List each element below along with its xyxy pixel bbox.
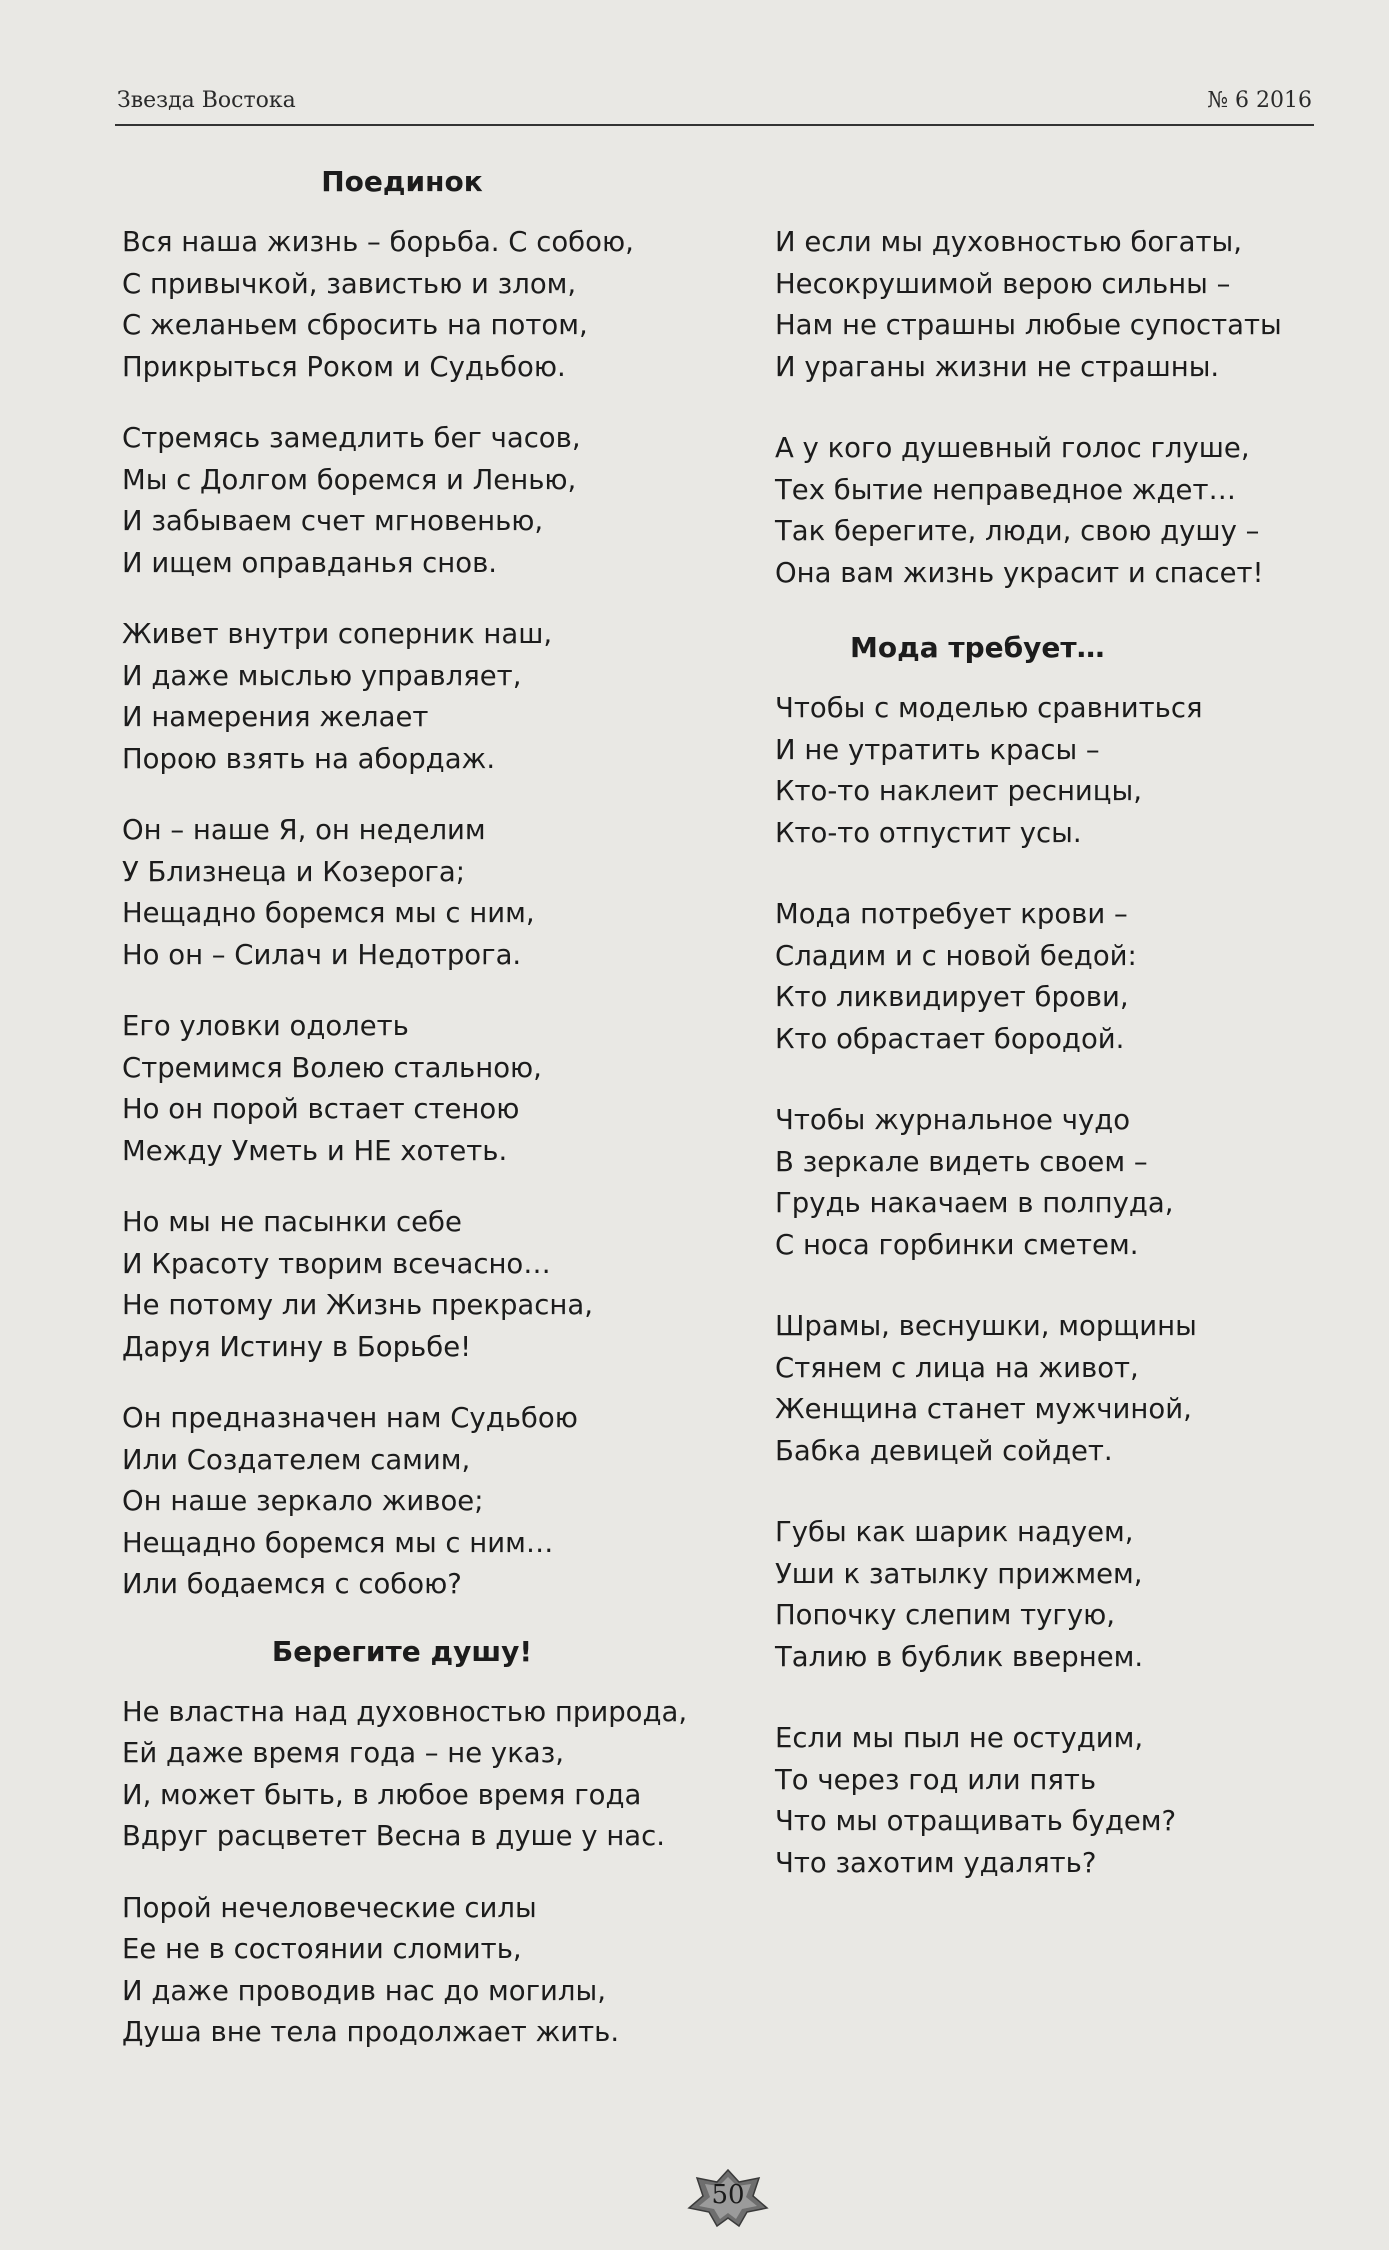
verse-line: Не властна над духовностью природа, (122, 1695, 688, 1728)
verse-line: С носа горбинки сметем. (775, 1228, 1139, 1261)
verse-line: Он наше зеркало живое; (122, 1485, 484, 1517)
verse-line: У Близнеца и Козерога; (122, 855, 465, 888)
verse-line: Он – наше Я, он неделим (122, 814, 486, 846)
page-number: 50 (711, 2180, 745, 2210)
stanza (122, 1202, 722, 1368)
stanza (775, 1512, 1335, 1678)
verse-line: То через год или пять (775, 1763, 1097, 1796)
verse-line: И даже проводив нас до могилы, (122, 1974, 606, 2007)
stanza (775, 1718, 1335, 1884)
verse-line: Нам не страшны любые супостаты (775, 309, 1282, 341)
verse-line: С желаньем сбросить на потом, (122, 309, 588, 341)
verse-line: Талию в бублик ввернем. (775, 1640, 1144, 1673)
stanza (775, 1306, 1335, 1472)
verse-line: Грудь накачаем в полпуда, (775, 1187, 1174, 1219)
verse-line: Нещадно боремся мы с ним, (122, 897, 535, 929)
verse-line: Несокрушимой верою сильны – (775, 267, 1231, 300)
verse-line: Но он – Силач и Недотрога. (122, 938, 522, 971)
stanza (122, 1398, 722, 1606)
verse-line: Так берегите, люди, свою душу – (775, 515, 1260, 547)
verse-line: Губы как шарик надуем, (775, 1516, 1134, 1548)
verse-line: Нещадно боремся мы с ним… (122, 1526, 554, 1559)
verse-line: Шрамы, веснушки, морщины (775, 1310, 1197, 1342)
verse-line: Что мы отращивать будем? (775, 1805, 1177, 1837)
verse-line: Стянем с лица на живот, (775, 1351, 1139, 1384)
verse-line: Между Уметь и НЕ хотеть. (122, 1134, 508, 1167)
verse-line: Душа вне тела продолжает жить. (122, 2016, 620, 2048)
poem-moda (775, 688, 1335, 1884)
verse-line: Вся наша жизнь – борьба. С собою, (122, 226, 634, 258)
journal-name: Звезда Востока (117, 88, 296, 113)
verse-line: Тех бытие неправедное ждет… (775, 473, 1236, 506)
verse-line: Порой нечеловеческие силы (122, 1891, 537, 1924)
verse-line: Вдруг расцветет Весна в душе у нас. (122, 1820, 666, 1852)
verse-line: Мода потребует крови – (775, 898, 1128, 930)
verse-line: Стремясь замедлить бег часов, (122, 422, 581, 454)
verse-line: В зеркале видеть своем – (775, 1145, 1148, 1178)
verse-line: Чтобы с моделью сравниться (775, 692, 1203, 724)
verse-line: Кто обрастает бородой. (775, 1022, 1125, 1055)
verse-line: Или бодаемся с собою? (122, 1568, 462, 1600)
verse-line: И если мы духовностью богаты, (775, 226, 1242, 258)
poem-title-beregite: Берегите душу! (271, 1634, 533, 1668)
verse-line: Женщина станет мужчиной, (775, 1393, 1192, 1425)
verse-line: Бабка девицей сойдет. (775, 1434, 1113, 1467)
verse-line: Но он порой встает стеною (122, 1093, 520, 1125)
poem-title-poedinok: Поединок (321, 165, 483, 198)
verse-line: И ищем оправданья снов. (122, 546, 498, 579)
stanza (775, 1100, 1335, 1266)
verse-line: Стремимся Волею стальною, (122, 1051, 542, 1084)
verse-line: И забываем счет мгновенью, (122, 505, 544, 537)
stanza (122, 222, 722, 388)
verse-line: Даруя Истину в Борьбе! (122, 1330, 472, 1363)
verse-line: И не утратить красы – (775, 733, 1100, 766)
verse-line: Мы с Долгом боремся и Ленью, (122, 463, 577, 496)
verse-line: Его уловки одолеть (122, 1010, 409, 1042)
verse-line: Сладим и с новой бедой: (775, 939, 1137, 972)
verse-line: Кто-то наклеит ресницы, (775, 775, 1142, 807)
verse-line: Порою взять на абордаж. (122, 742, 496, 775)
verse-line: С привычкой, завистью и злом, (122, 267, 577, 300)
verse-line: И намерения желает (122, 701, 429, 733)
poem-poedinok (122, 222, 722, 1606)
stanza (775, 688, 1335, 854)
stanza (775, 222, 1335, 388)
verse-line: Ее не в состоянии сломить, (122, 1933, 522, 1965)
verse-line: И Красоту творим всечасно… (122, 1247, 551, 1280)
verse-line: Что захотим удалять? (775, 1846, 1097, 1879)
verse-line: А у кого душевный голос глуше, (775, 432, 1250, 464)
verse-line: И, может быть, в любое время года (122, 1778, 642, 1811)
verse-line: Уши к затылку прижмем, (775, 1557, 1143, 1590)
verse-line: Чтобы журнальное чудо (775, 1104, 1131, 1136)
verse-line: И даже мыслью управляет, (122, 659, 522, 692)
right-column (775, 222, 1335, 1924)
verse-line: Кто ликвидирует брови, (775, 981, 1129, 1013)
verse-line: Ей даже время года – не указ, (122, 1737, 565, 1769)
verse-line: Попочку слепим тугую, (775, 1599, 1116, 1631)
page-number-badge (687, 2168, 769, 2228)
verse-line: Если мы пыл не остудим, (775, 1722, 1144, 1754)
stanza (122, 1006, 722, 1172)
verse-line: Она вам жизнь украсит и спасет! (775, 556, 1264, 589)
poem-poedinok-continued (775, 222, 1335, 594)
issue-number: № 6 2016 (1207, 88, 1312, 113)
verse-line: Или Создателем самим, (122, 1443, 471, 1476)
stanza (122, 810, 722, 976)
running-head (115, 88, 1314, 126)
verse-line: Прикрыться Роком и Судьбою. (122, 350, 566, 383)
stanza (122, 1888, 722, 2054)
left-column (122, 150, 722, 2084)
verse-line: И ураганы жизни не страшны. (775, 350, 1220, 383)
verse-line: Кто-то отпустит усы. (775, 816, 1082, 849)
stanza (775, 894, 1335, 1060)
stanza (775, 428, 1335, 594)
stanza (122, 418, 722, 584)
verse-line: Живет внутри соперник наш, (122, 618, 553, 650)
poem-beregite (122, 1692, 722, 2054)
verse-line: Не потому ли Жизнь прекрасна, (122, 1289, 593, 1321)
stanza (122, 1692, 722, 1858)
poem-title-moda: Мода требует… (850, 631, 1105, 664)
verse-line: Он предназначен нам Судьбою (122, 1402, 578, 1434)
verse-line: Но мы не пасынки себе (122, 1206, 462, 1238)
stanza (122, 614, 722, 780)
